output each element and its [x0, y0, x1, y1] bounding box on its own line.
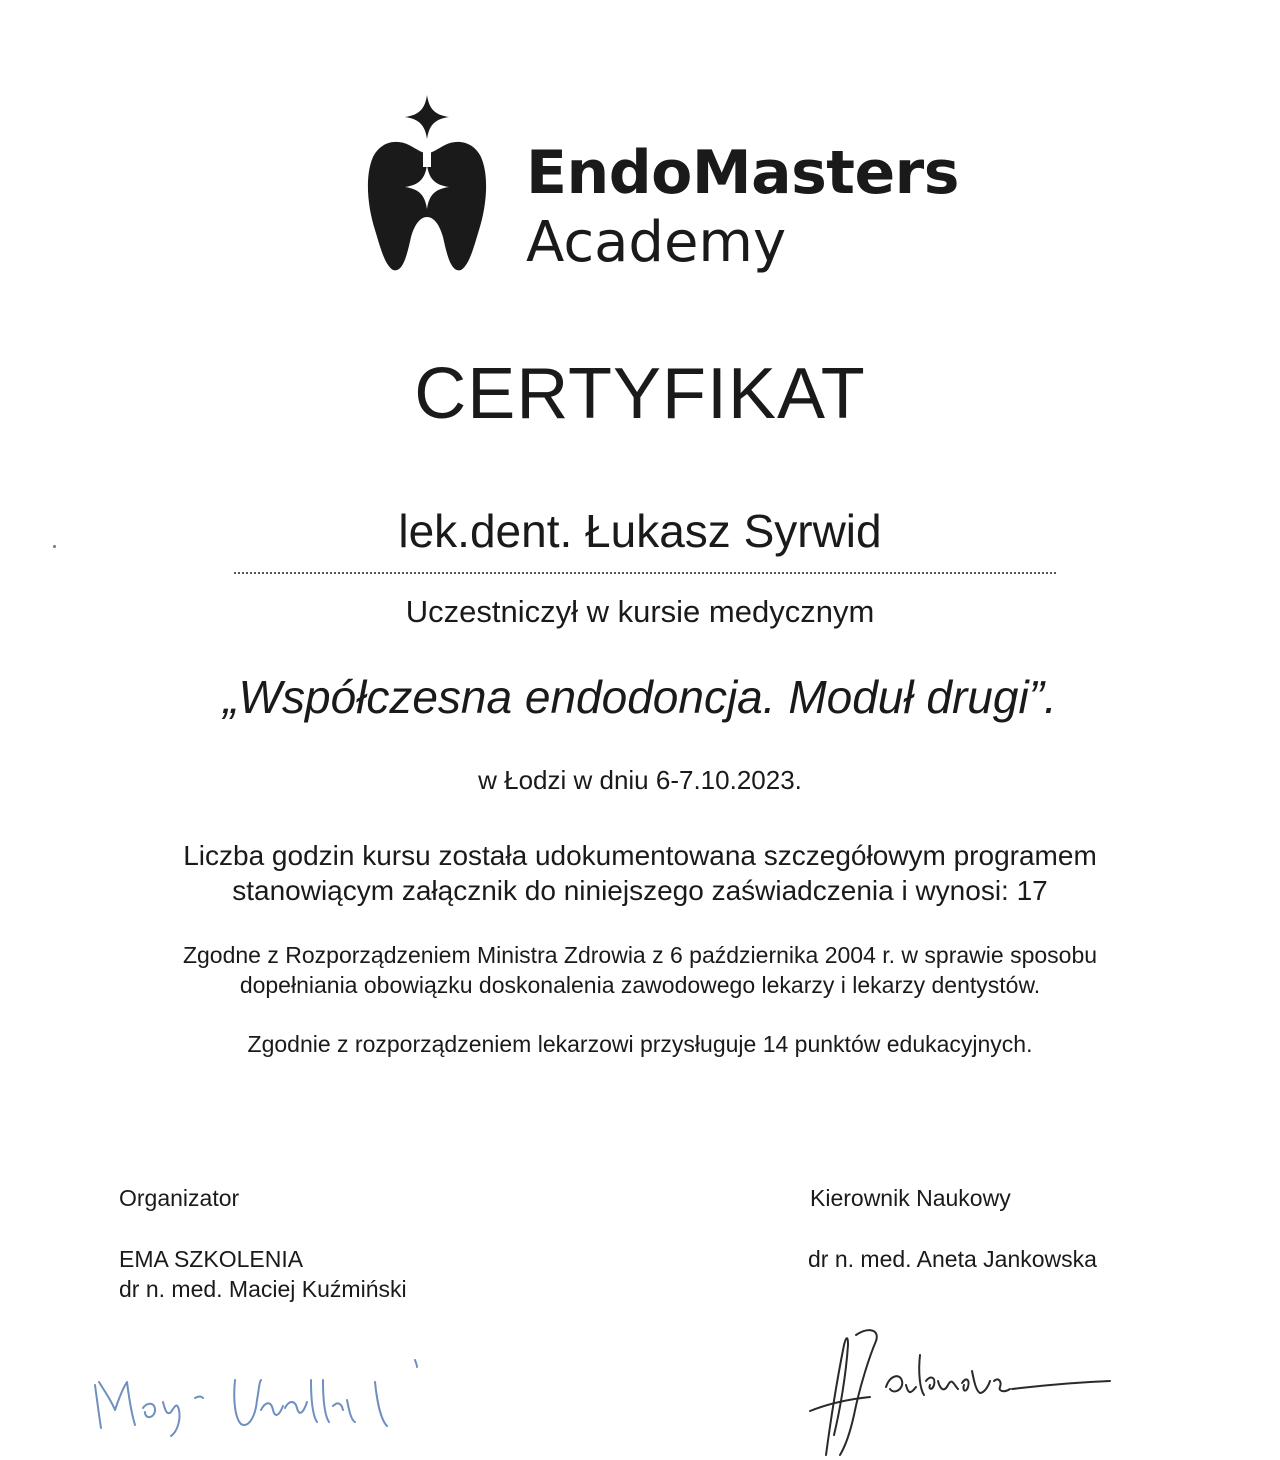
brand-subtitle: Academy	[526, 210, 787, 275]
course-title: „Współczesna endodoncja. Moduł drugi”.	[223, 671, 1057, 723]
hours-statement	[0, 838, 1280, 908]
education-points: Zgodnie z rozporządzeniem lekarzowi przysługuje 14 punktów edukacyjnych.	[247, 1031, 1033, 1057]
organizer-company: EMA SZKOLENIA	[119, 1246, 304, 1272]
organizer-label: Organizator	[119, 1185, 240, 1211]
participation-text: Uczestniczył w kursie medycznym	[405, 594, 875, 629]
scientific-head-person: dr n. med. Aneta Jankowska	[808, 1246, 1097, 1272]
hours-line-1: Liczba godzin kursu została udokumentowana szczegółowym programem	[183, 840, 1097, 871]
scientific-head-signature	[790, 1315, 1130, 1460]
hours-line-2: stanowiącym załącznik do niniejszego zaświadczenia i wynosi: 17	[232, 875, 1048, 906]
scientific-head-label: Kierownik Naukowy	[810, 1185, 1011, 1211]
regulation-line-2: dopełniania obowiązku doskonalenia zawodowego lekarzy i lekarzy dentystów.	[239, 972, 1041, 999]
tooth-sparkle-icon	[365, 95, 490, 273]
regulation-line-1: Zgodne z Rozporządzeniem Ministra Zdrowia z 6 października 2004 r. w sprawie sposobu	[182, 942, 1098, 968]
organizer-details	[119, 1245, 407, 1305]
certificate-title: CERTYFIKAT	[414, 354, 866, 434]
scan-speck	[53, 545, 56, 548]
place-date: w Łodzi w dniu 6-7.10.2023.	[478, 765, 802, 795]
organizer-signature	[85, 1340, 445, 1440]
organizer-person: dr n. med. Maciej Kuźmiński	[119, 1275, 407, 1302]
dotted-divider	[234, 572, 1056, 574]
recipient-name: lek.dent. Łukasz Syrwid	[398, 505, 882, 557]
regulation-statement	[0, 940, 1280, 1001]
brand-name: EndoMasters	[526, 138, 959, 208]
